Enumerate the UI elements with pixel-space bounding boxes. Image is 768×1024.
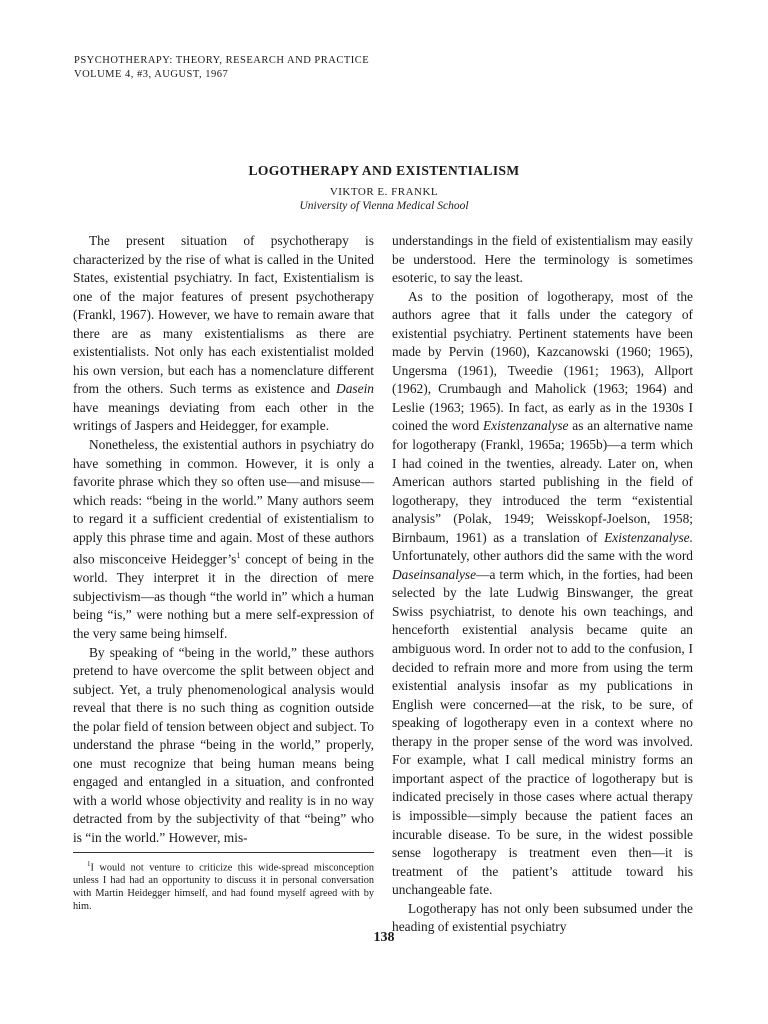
emphasis: Dasein <box>336 381 374 397</box>
paragraph: The present situation of psychotherapy is characterized by the rise of what is called in the United States, existential psychiatry. In fact, Existentialism is one of the major features of present psychotherapy (Frankl, 1967). However, we have to remain aware that there are as many existentialisms as there are existentialists. Not only has each existentialist molded his own version, but each has a nomenclature different from the others. Such terms as existence and Dasein have meanings deviating from each other in the writings of Jaspers and Heidegger, for example. <box>73 233 374 434</box>
emphasis: Existenzanalyse <box>482 418 569 434</box>
article-title: LOGOTHERAPY AND EXISTENTIALISM <box>248 163 520 178</box>
right-column <box>392 232 693 937</box>
footnote-text: I would not venture to criticize this wide-spread misconception unless I had had an opportunity to discuss it in personal conversation with Martin Heidegger himself, and had found myself agreed with by him. <box>73 862 374 913</box>
footnote-reference: 1 <box>236 551 241 561</box>
article-affiliation: University of Vienna Medical School <box>299 200 469 212</box>
footnote-marker: 1 <box>87 860 91 868</box>
journal-volume: VOLUME 4, #3, AUGUST, 1967 <box>74 69 229 80</box>
footnote-divider <box>73 852 374 853</box>
emphasis: Daseinsanalyse <box>392 566 477 582</box>
emphasis: Existenzanalyse. <box>604 529 693 545</box>
article-author: VIKTOR E. FRANKL <box>329 186 439 198</box>
journal-title: PSYCHOTHERAPY: THEORY, RESEARCH AND PRACTICE <box>74 55 370 66</box>
article-title-block <box>0 163 768 212</box>
left-column <box>73 232 374 848</box>
page-number: 138 <box>373 930 395 945</box>
paragraph: Logotherapy has not only been subsumed under the heading of existential psychiatry <box>392 900 693 935</box>
paragraph: Nonetheless, the existential authors in psychiatry do have something in common. However, it is only a favorite phrase which they so often use—and misuse—which reads: “being in the world.” Many authors seem to regard it a sufficient credential of existentialism to apply this phrase time and again. Most of these authors also misconceive $Heidegger’s^1$ concept of being in the world. They interpret it in the direction of mere subjectivism—as though “the world in” which a human being “is,” were nothing but a mere self-expression of the very same being himself. <box>73 437 374 641</box>
paragraph: As to the position of logotherapy, most of the authors agree that it falls under the category of existential psychiatry. Pertinent statements have been made by Pervin (1960), Kazcanowski (1960; 1965), Ungersma (1961), Tweedie (1961; 1963), Allport (1962), Crumbaugh and Maholick (1963; 1964) and Leslie (1963; 1965). In fact, as early as in the 1930s I coined the word Existenzanalyse as an alternative name for logotherapy (Frankl, 1965a; 1965b)—a term which I had coined in the twenties, already. Later on, when American authors started publishing in the field of logotherapy, they introduced the term “existential analysis” (Polak, 1949; Weisskopf-Joelson, 1958; Birnbaum, 1961) as a translation of Existenzanalyse. Unfortunately, other authors did the same with the word Daseinsanalyse—a term which, in the forties, had been selected by the late Ludwig Binswanger, the great Swiss psychiatrist, to denote his own teachings, and henceforth existential analysis became quite an ambiguous word. In order not to add to the confusion, I decided to refrain more and more from using the term existential analysis insofar as my publications in English were concerned—at the risk, to be sure, of speaking of logotherapy even in a context where no therapy in the proper sense of the word was involved. For example, what I call medical ministry forms an important aspect of the practice of logotherapy but is indicated precisely in those cases where actual therapy is impossible—simply because the patient faces an incurable disease. To be sure, in the widest possible sense logotherapy is treatment even then—it is treatment of the patient’s attitude toward his unchangeable fate. <box>392 288 693 898</box>
paragraph: By speaking of “being in the world,” these authors pretend to have overcome the split between object and subject. Yet, a truly phenomenological analysis would reveal that there is no such thing as cognition outside the polar field of tension between object and subject. To understand the phrase “being in the world,” properly, one must recognize that being human means being engaged and entangled in a situation, and confronted with a world whose objectivity and reality is in no way detracted from by the subjectivity of that “being” who is “in the world.” However, mis- <box>73 644 374 845</box>
footnote <box>73 858 374 913</box>
paragraph: understandings in the field of existentialism may easily be understood. Here the terminology is sometimes esoteric, to say the least. <box>392 233 693 286</box>
journal-header <box>74 54 369 82</box>
